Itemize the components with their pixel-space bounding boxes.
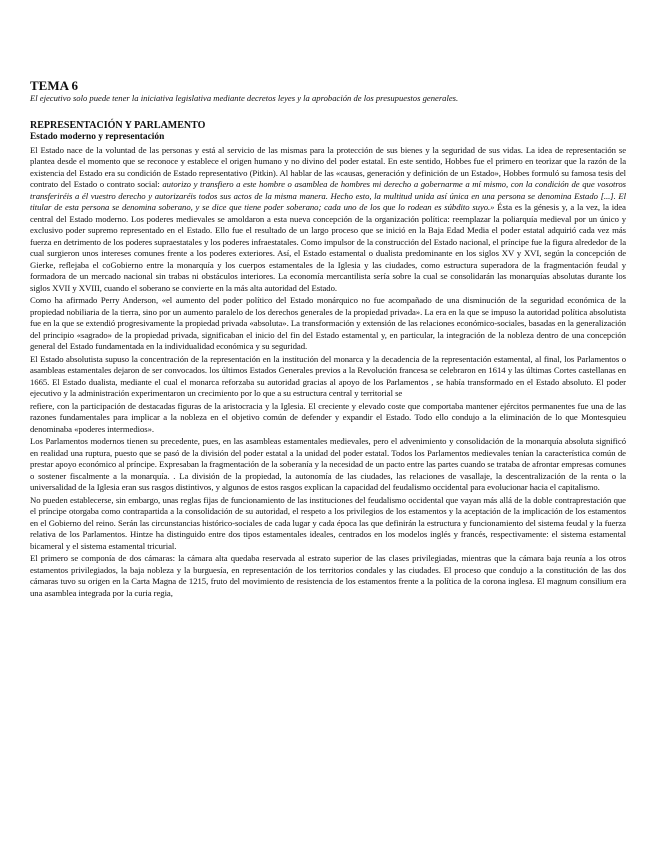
paragraph-4: refiere, con la participación de destacadas figuras de la aristocracia y la Iglesia. El creciente y elevado coste que comportaba mantener ejércitos permanentes fue una de las razones fundamentales para implicar a la nobleza en el objetivo común de defender y expandir el Estado. Todo ello condujo a la eliminación de lo que Montesquieu denominaba «poderes intermedios». [30, 400, 626, 434]
subsection-heading: Estado moderno y representación [30, 132, 165, 142]
paragraph-2: Como ha afirmado Perry Anderson, «el aumento del poder político del Estado monárquico no fue acompañado de una disminución de la seguridad económica de la propiedad nobiliaria de la tierra, sino por un aumento paralelo de los derechos generales de la propiedad privada». La era en la que se impuso la autoridad política absolutista fue en la que se extendió progresivamente la propiedad privada «absoluta». La transformación y extensión de las relaciones económico-sociales, basadas en la generalización del principio «sagrado» de la propiedad privada, significaban el inicio del fin del Estado estamental y, en particular, la integración de la nobleza dentro de una concepción general del Estado fundamentada en la individualidad económica y su seguridad. [30, 295, 626, 351]
paragraph-3: El Estado absolutista supuso la concentración de la representación en la institución del monarca y la decadencia de la representación estamental, al final, los Parlamentos o asambleas estamentales dejaron de ser convocados. los últimos Estados Generales previos a la Revolución francesa se celebraron en 1614 y las últimas Cortes castellanas en 1665. El Estado dualista, mediante el cual el monarca reforzaba su autoridad gracias al apoyo de los Parlamentos , se había transformado en el Estado absoluto. El poder ejecutivo y la administración experimentaron un crecimiento por lo que a su estructura central y territorial se [30, 353, 626, 398]
document-subtitle: El ejecutivo solo puede tener la iniciativa legislativa mediante decretos leyes y la aprobación de los presupuestos generales. [30, 93, 459, 103]
paragraph-1-rest: Ésta es la génesis y, a la vez, la idea central del Estado moderno. Los poderes medievales se amoldaron a esta nueva concepción de la organización política: reemplazar la poliarquía medieval por un único y exclusivo poder supremo representado en el Estado. Ello fue el resultado de un largo proceso que se inició en la Baja Edad Media el poder estatal adquirió cada vez más fuerza en detrimento de los poderes supraestatales y los poderes infraestatales. Como impulsor de la construcción del Estado nacional, el príncipe fue la figura alrededor de la cual surgieron unos intereses comunes frente a los poderes exteriores. Así, el Estado estamental o dualista predominante en los siglos XV y XVI, según la concepción de Gierke, reflejaba el coGobierno entre la monarquía y los cuerpos estamentales de la Iglesia y las ciudades, como estructura superadora de la fragmentación feudal y formadora de un mercado nacional sin trabas ni obstáculos interiores. La economía mercantilista sería sobre la cual se consolidarán las monarquías absolutas durante los siglos XVII y XVIII, cuando el soberano se convierte en la más alta autoridad del Estado. [30, 202, 626, 293]
paragraph-7: El primero se componía de dos cámaras: la cámara alta quedaba reservada al estrato superior de las clases privilegiadas, mientras que la cámara baja reunía a los otros estamentos privilegiados, la baja nobleza y la burguesía, en representación de los territorios condales y las ciudades. El proceso que condujo a la constitución de las dos cámaras tuvo su origen en la Carta Magna de 1215, fruto del movimiento de resistencia de los estamentos frente a la política de la corona inglesa. El magnum consilium era una asamblea integrada por la curia regia, [30, 553, 626, 598]
section-heading: REPRESENTACIÓN Y PARLAMENTO [30, 120, 206, 131]
paragraph-1 [30, 145, 626, 295]
hobbes-quote: autorizo y transfiero a este hombre o asamblea de hombres mi derecho a gobernarme a mí mismo, con la condición de que vosotros transferiréis a él vuestro derecho y autorizaréis todos sus actos de la misma manera. Hecho esto, la multitud unida así única en una persona se denomina Estado [...]. El titular de esta persona se denomina soberano, y se dice que tiene poder soberano; cada uno de los que lo rodean es súbdito suyo.» [30, 179, 626, 212]
paragraph-1-intro: El Estado nace de la voluntad de las personas y está al servicio de las mismas para la protección de sus bienes y la seguridad de sus vidas. La idea de representación se plantea desde el momento que se reconoce y establece el origen humano y no divino del poder estatal. En este sentido, Hobbes fue el primero en teorizar que la razón de la existencia del Estado era su condición de Estado representativo (Pitkin). Al hablar de las «causas, generación y definición de un Estado», Hobbes formuló su famosa tesis del contrato del Estado o contrato social: [30, 144, 626, 189]
document-page [30, 78, 626, 600]
paragraph-6: No pueden establecerse, sin embargo, unas reglas fijas de funcionamiento de las instituciones del feudalismo occidental que vayan más allá de la doble contraprestación que el príncipe otorgaba como contrapartida a la consolidación de su autoridad, el respeto a los privilegios de los estamentos y la aceptación de la implicación de los estamentos en el Gobierno del reino. Serán las circunstancias histórico-sociales de cada lugar y cada época las que definirán la estructura y funcionamiento del sistema feudal y la fuerza relativa de los Parlamentos. Hintze ha distinguido entre dos tipos estamentales ideales, centrados en los modelos inglés y francés, respectivamente: el sistema estamental bicameral y el sistema estamental tricurial. [30, 494, 626, 551]
paragraph-5: Los Parlamentos modernos tienen su precedente, pues, en las asambleas estamentales medievales, pero el advenimiento y consolidación de la monarquía absoluta significó en realidad una ruptura, puesto que se pasó de la división del poder estatal a la unidad del poder estatal. Todos los Parlamentos medievales tenían la característica común de prestar apoyo económico al príncipe. Expresaban la fragmentación de la soberanía y la necesidad de un pacto entre las partes cuando se trataba de afrontar empresas comunes o sostener fiscalmente a la monarquía. . La división de la propiedad, la autonomía de las ciudades, las relaciones de vasallaje, la descentralización de la renta o la universalidad de la Iglesia eran sus rasgos distintivos, y algunos de estos rasgos explican la capacidad del feudalismo occidental para evolucionar hacia el capitalismo. [30, 436, 626, 492]
document-title: TEMA 6 [30, 78, 79, 93]
